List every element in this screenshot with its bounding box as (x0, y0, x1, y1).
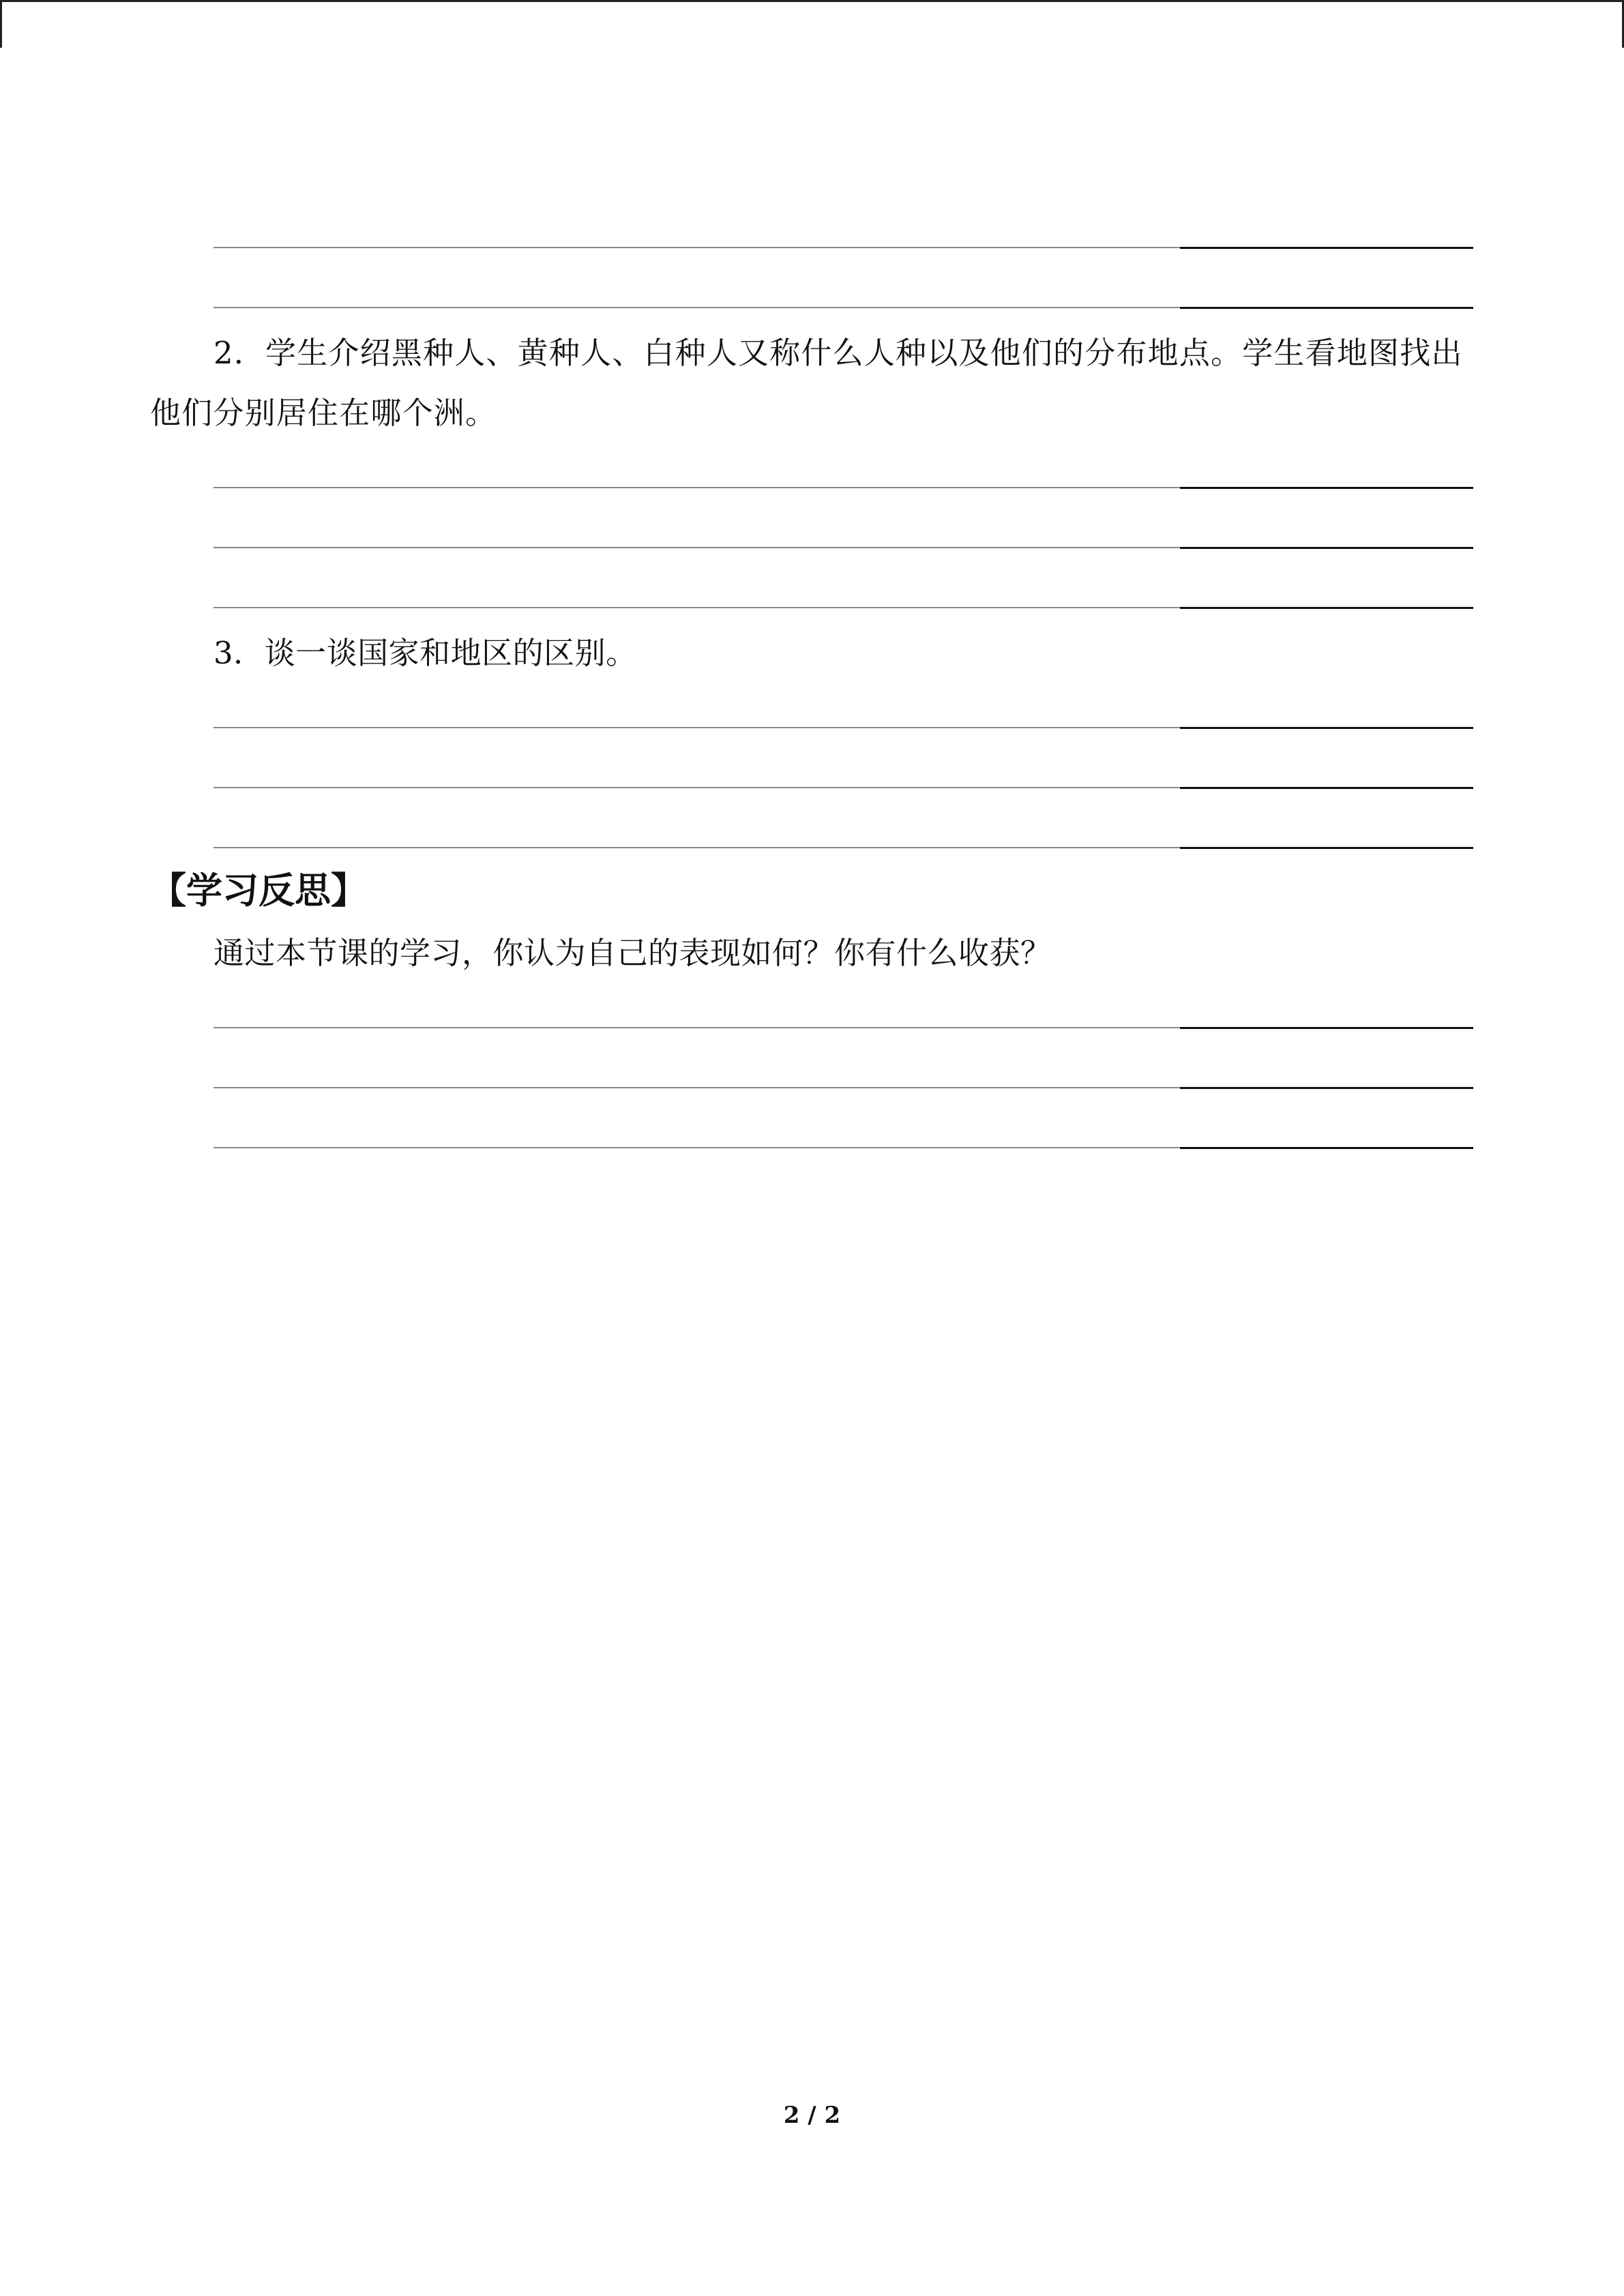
question-2-text: 2．学生介绍黑种人、黄种人、白种人又称什么人种以及他们的分布地点。学生看地图找出他们分别居住在哪个洲。 (150, 335, 1463, 431)
question-3-text: 3．谈一谈国家和地区的区别。 (213, 635, 637, 671)
section-heading-reflection: 【学习反思】 (150, 869, 367, 912)
reflection-prompt: 通过本节课的学习，你认为自己的表现如何？你有什么收获？ (213, 935, 1052, 971)
page-number: 2 / 2 (783, 2102, 841, 2129)
page-border (0, 0, 1624, 2)
page-border (0, 0, 2, 48)
